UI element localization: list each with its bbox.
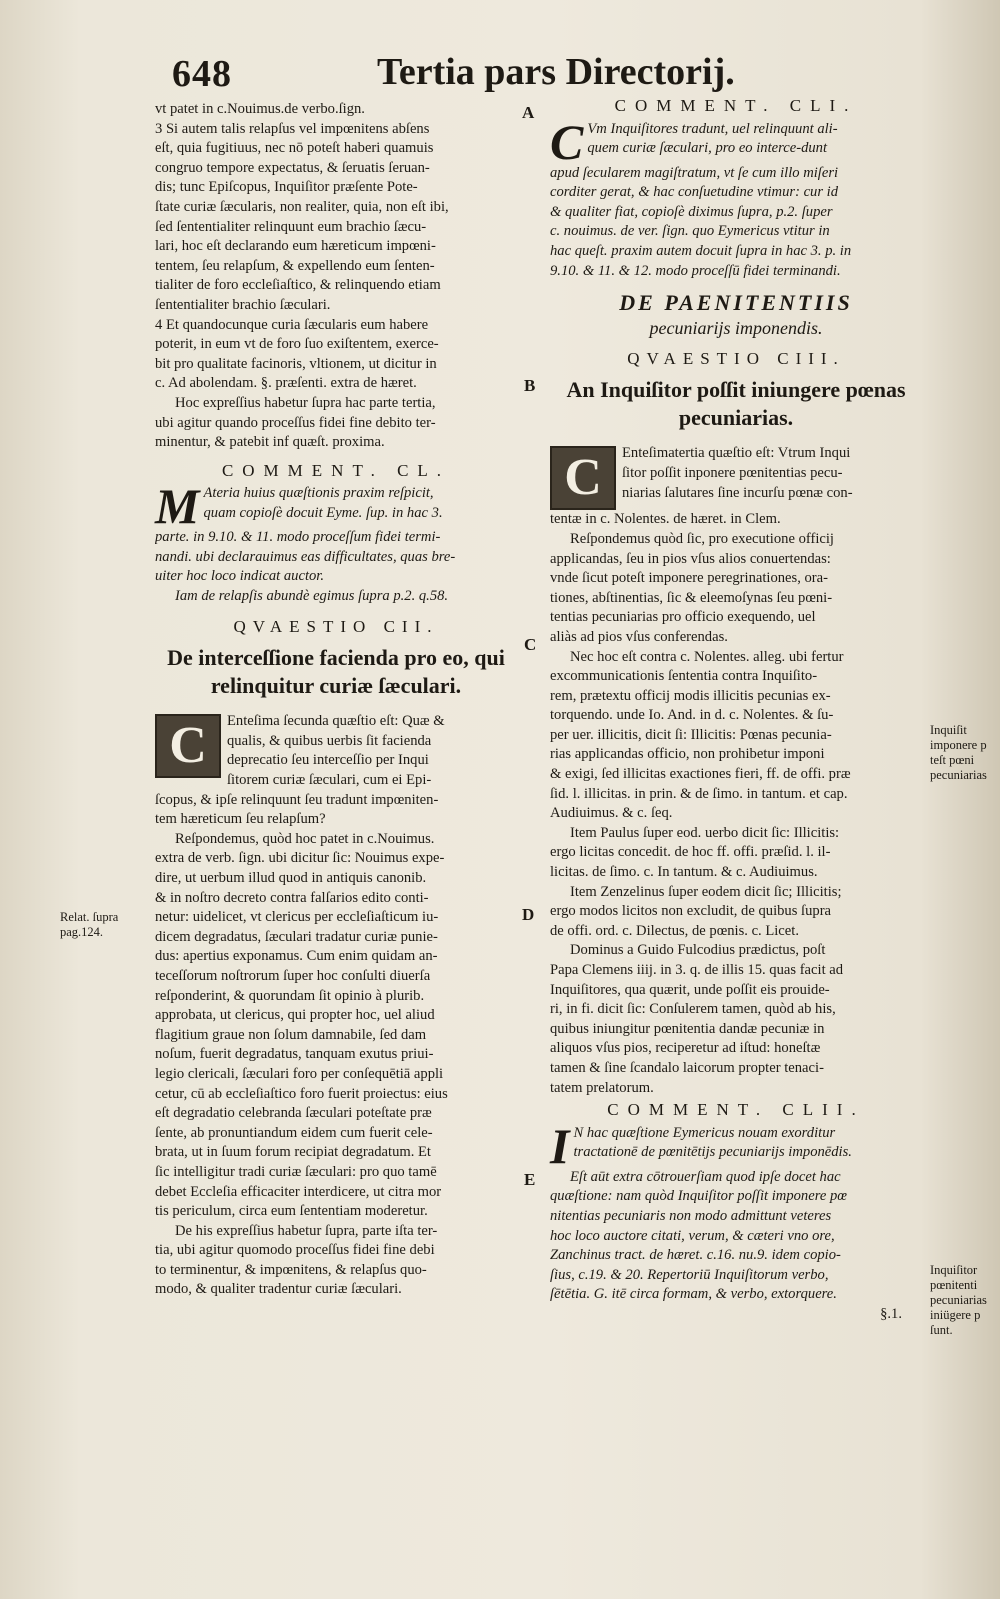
text-line: ſētētia. G. itē circa formam, & verbo, extorquere. bbox=[550, 1286, 837, 1303]
text-line: ſtate curiæ ſæcularis, non realiter, quia, non eſt ibi, bbox=[155, 198, 449, 215]
text-line: hac queſt. praxim autem docuit ſupra in hac 3. p. in bbox=[550, 242, 852, 259]
margin-note-line: pag.124. bbox=[60, 925, 104, 939]
text-line: Enteſima ſecunda quæſtio eſt: Quæ & bbox=[227, 713, 445, 730]
comment-clii-body bbox=[550, 1117, 922, 1305]
text-line: poterit, in eum vt de foro ſuo exiſtentem, exerce- bbox=[155, 336, 439, 353]
quaestio-102-heading: QVAESTIO CII. bbox=[233, 616, 439, 636]
initial-letter: M bbox=[155, 478, 200, 535]
text-line: dis; tunc Epiſcopus, Inquiſitor præſente Pote- bbox=[155, 179, 418, 196]
section-title: DE PAENITENTIIS bbox=[619, 290, 853, 316]
margin-note-line: teſt pœni bbox=[930, 753, 975, 767]
text-line: 4 Et quandocunque curia ſæcularis eum habere bbox=[155, 316, 429, 333]
text-line: tialiter de foro eccleſiaſtico, & relinquendo etiam bbox=[155, 277, 441, 294]
text-line: tem hæreticum ſeu relapſum? bbox=[155, 811, 326, 828]
text-line: rias applicandas officio, non prohibetur imponi bbox=[550, 746, 825, 763]
text-line: 9.10. & 11. & 12. modo proceſſū fidei terminandi. bbox=[550, 262, 841, 279]
quaestio-103-intro bbox=[550, 444, 922, 530]
text-line: Hoc expreſſius habetur ſupra hac parte tertia, bbox=[175, 394, 436, 411]
text-line: tentæ in c. Nolentes. de hæret. in Clem. bbox=[550, 511, 781, 528]
text-line: & exigi, ſed illicitas exactiones fieri, ff. de offi. præ bbox=[550, 766, 851, 783]
quaestio-103-nolentes bbox=[550, 648, 922, 824]
text-line: vnde ſicut poteſt imponere peregrinationes, ora- bbox=[550, 570, 828, 587]
page-number: 648 bbox=[172, 53, 232, 95]
text-line: & qualiter fiat, copioſè diximus ſupra, p.2. ſuper bbox=[550, 203, 833, 220]
text-line: brata, ut in ſuum forum recipiat degradatum. Et bbox=[155, 1144, 431, 1161]
text-line: quam copioſè docuit Eyme. ſup. in hac 3. bbox=[203, 504, 443, 521]
ornamental-initial: C bbox=[550, 446, 616, 510]
comment-clii-heading: COMMENT. CLII. bbox=[607, 1100, 865, 1120]
text-line: dicem degradatus, ſæculari tradatur curiæ punie- bbox=[155, 928, 438, 945]
text-line: rem, prætextu officij modis illicitis pecunias ex- bbox=[550, 687, 831, 704]
quaestio-102-conclusion bbox=[155, 1222, 517, 1300]
text-line: ſententialiter brachio ſæculari. bbox=[155, 296, 331, 313]
text-line: cetur, cū ab eccleſiaſtico foro fuerit proiectus: eius bbox=[155, 1085, 448, 1102]
margin-note-inquisitor-1 bbox=[930, 723, 1000, 783]
text-line: Reſpondemus quòd ſic, pro executione officij bbox=[570, 530, 834, 547]
catchword: §.1. bbox=[880, 1305, 902, 1322]
text-line: Papa Clemens iiij. in 3. q. de illis 15. quas facit ad bbox=[550, 962, 844, 978]
text-line: tentem, ſeu relapſum, & expellendo eum ſenten- bbox=[155, 257, 435, 274]
text-line: Enteſimatertia quæſtio eſt: Vtrum Inqui bbox=[622, 445, 851, 462]
text-line: minentur, & patebit inf quæſt. proxima. bbox=[155, 434, 385, 451]
text-line: corditer gerat, & hac conſuetudine vtimur: cur id bbox=[550, 184, 839, 201]
text-line: Ateria huius quæſtionis praxim reſpicit, bbox=[203, 485, 434, 502]
left-column bbox=[155, 100, 517, 1300]
text-line: ſed ſententialiter relinquunt eum brachio ſæcu- bbox=[155, 218, 427, 235]
text-line: Audiuimus. & c. ſeq. bbox=[550, 805, 673, 822]
margin-note-line: pœnitenti bbox=[930, 1278, 978, 1292]
side-letter-d: D bbox=[522, 905, 535, 924]
text-line: Zanchinus tract. de hæret. c.16. nu.9. idem copio- bbox=[550, 1247, 841, 1264]
text-line: de offi. ord. c. Dilectus, de pœnis. c. Licet. bbox=[550, 922, 799, 939]
quaestio-103-guido bbox=[550, 941, 922, 1098]
text-line: Item Paulus ſuper eod. uerbo dicit ſic: Illicitis: bbox=[570, 824, 840, 841]
text-line: tractationē de pœnitētijs pecuniarijs imponēdis. bbox=[573, 1144, 852, 1161]
text-line: legio clericali, ſæculari foro per conſequētiā appli bbox=[155, 1065, 444, 1082]
side-letter-b: B bbox=[524, 376, 536, 395]
text-line: aliàs ad pios vſus conferendas. bbox=[550, 628, 728, 645]
text-line: teceſſorum noſtrorum ſuper hoc conſulti diuerſa bbox=[155, 967, 431, 984]
text-line: Dominus a Guido Fulcodius prædictus, poſt bbox=[570, 942, 826, 959]
margin-note-line: pecuniarias bbox=[930, 768, 987, 782]
text-line: Reſpondemus, quòd hoc patet in c.Nouimus. bbox=[175, 830, 435, 847]
text-line: Iam de relapſis abundè egimus ſupra p.2. q.58. bbox=[175, 588, 449, 605]
side-letter-e: E bbox=[524, 1170, 536, 1189]
text-line: tia, ubi agitur quomodo proceſſus fidei fine debi bbox=[155, 1242, 435, 1259]
text-line: ubi agitur quando proceſſus fidei fine debito ter- bbox=[155, 414, 436, 431]
text-line: parte. in 9.10. & 11. modo proceſſum fidei termi- bbox=[155, 529, 441, 546]
comment-cl-body bbox=[155, 478, 517, 606]
text-line: dus: apertius exponamus. Cum enim quidam an- bbox=[155, 948, 438, 965]
text-line: congruo tempore expectatus, & ſeruatis ſeruan- bbox=[155, 159, 430, 176]
text-line: qualis, & quibus uerbis ſit facienda bbox=[227, 732, 432, 749]
margin-note-inquisitor-2 bbox=[930, 1263, 1000, 1338]
text-line: ſius, c.19. & 20. Repertoriū Inquiſitorum verbo, bbox=[550, 1266, 829, 1283]
text-line: c. nouimus. de ver. ſign. quo Eymericus vtitur in bbox=[550, 223, 830, 240]
text-line: c. Ad abolendam. §. præſenti. extra de hæret. bbox=[155, 375, 417, 392]
text-line: Vm Inquiſitores tradunt, uel relinquunt ali- bbox=[587, 120, 838, 137]
text-line: & in noſtro decreto contra falſarios edito conti- bbox=[155, 889, 429, 906]
text-line: 3 Si autem talis relapſus vel impœnitens abſens bbox=[155, 120, 430, 137]
text-line: noſum, fuerit degradatus, tanquam exutus priui- bbox=[155, 1046, 434, 1063]
text-line: lari, hoc eſt declarando eum hæreticum impœni- bbox=[155, 238, 436, 255]
text-line: N hac quæſtione Eymericus nouam exorditur bbox=[573, 1124, 836, 1141]
paragraph-3 bbox=[155, 100, 517, 316]
text-line: ſic intelligitur tradi curiæ ſæculari: pro quo tamē bbox=[155, 1163, 437, 1180]
quaestio-103-response bbox=[550, 530, 922, 648]
text-line: debet Eccleſia efficaciter interdicere, ut citra mor bbox=[155, 1183, 442, 1200]
text-line: aliquos vſus pios, reciperetur ad iſtud: honeſtæ bbox=[550, 1040, 821, 1057]
quaestio-103-heading: QVAESTIO CIII. bbox=[627, 348, 845, 368]
text-line: per uer. illicitis, dicit ſi: Illicitis: Pœnas pecunia- bbox=[550, 726, 832, 743]
text-line: licitas. de ſimo. c. In tantum. & c. Audiuimus. bbox=[550, 864, 818, 881]
text-line: nandi. ubi declarauimus eas difficultates, quas bre- bbox=[155, 548, 456, 565]
ornamental-initial: C bbox=[155, 714, 221, 778]
running-title: Tertia pars Directorij. bbox=[377, 51, 735, 93]
page-header bbox=[172, 50, 812, 102]
initial-letter: C bbox=[550, 113, 584, 170]
comment-cl-heading: COMMENT. CL. bbox=[221, 460, 451, 480]
text-line: ri, in fi. dicit ſic: Conſulerem tamen, quòd ab his, bbox=[550, 1001, 836, 1018]
side-letter-c: C bbox=[524, 635, 537, 654]
margin-note-line: iniügere p bbox=[930, 1308, 981, 1322]
text-line: deprecatio ſeu interceſſio per Inqui bbox=[227, 752, 429, 769]
text-line: ſitor poſſit inponere pœnitentias pecu- bbox=[622, 464, 843, 481]
text-line: Item Zenzelinus ſuper eodem dicit ſic; Illicitis; bbox=[570, 883, 842, 900]
quaestio-102-response bbox=[155, 830, 517, 1222]
text-line: ergo licitas concedit. de hoc ff. offi. præſid. l. il- bbox=[550, 844, 831, 861]
quaestio-103-title: An Inquiſitor poſſit iniungere pœnas pecuniarias. bbox=[566, 377, 906, 431]
text-line: Nec hoc eſt contra c. Nolentes. alleg. ubi fertur bbox=[570, 648, 844, 665]
text-line: vt patet in c.Nouimus.de verbo.ſign. bbox=[155, 101, 365, 117]
text-line: Eſt aūt extra cōtrouerſiam quod ipſe docet hac bbox=[570, 1168, 841, 1185]
margin-note-line: ſunt. bbox=[930, 1323, 953, 1337]
text-line: reſponderint, & quorundam ſit opinio à plurib. bbox=[155, 987, 425, 1004]
text-line: ſitorem curiæ ſæculari, cum ei Epi- bbox=[227, 772, 432, 789]
text-line: bit pro qualitate facinoris, vltionem, ut dicitur in bbox=[155, 355, 437, 372]
text-line: ergo modos licitos non excludit, de quibus ſupra bbox=[550, 903, 832, 920]
text-line: niarias ſalutares ſine incurſu pœnæ con- bbox=[622, 484, 853, 501]
paragraph-4 bbox=[155, 316, 517, 453]
section-subtitle: pecuniarijs imponendis. bbox=[649, 318, 823, 339]
text-line: tatem prelatorum. bbox=[550, 1079, 654, 1096]
margin-note-line: Relat. ſupra bbox=[60, 910, 119, 924]
text-line: tentias pecuniarias pro officio exequendo, uel bbox=[550, 609, 816, 626]
text-line: apud ſecularem magiſtratum, vt ſe cum illo miſeri bbox=[550, 164, 839, 181]
text-line: eſt degradatio celebranda ſæculari poteſtate præ bbox=[155, 1105, 432, 1122]
text-line: modo, & qualiter tradentur curiæ ſæculari. bbox=[155, 1281, 402, 1298]
text-line: hoc loco auctore citati, verum, & cæteri vno ore, bbox=[550, 1227, 835, 1244]
margin-note-line: pecuniarias bbox=[930, 1293, 987, 1307]
text-line: approbata, ut clericus, qui propter hoc, uel aliud bbox=[155, 1007, 435, 1024]
text-line: flagitium graue non ſolum damnabile, ſed dam bbox=[155, 1026, 427, 1043]
text-line: applicandas, ſeu in pios vſus alios conuertendas: bbox=[550, 550, 831, 567]
text-line: eſt, quia fugitiuus, nec nō poteſt haberi quamuis bbox=[155, 140, 434, 157]
text-line: nitentias pecuniaris non modo admittunt veteres bbox=[550, 1207, 832, 1224]
margin-note-relat bbox=[60, 910, 118, 940]
margin-note-line: Inquiſitor bbox=[930, 1263, 978, 1277]
text-line: extra de verb. ſign. ubi dicitur ſic: Nouimus expe- bbox=[155, 850, 445, 867]
text-line: excommunicationis ſententia contra Inquiſito- bbox=[550, 668, 818, 685]
text-line: tamen & ſine ſcandalo laicorum propter tenaci- bbox=[550, 1059, 824, 1076]
text-line: De his expreſſius habetur ſupra, parte iſta ter- bbox=[175, 1222, 438, 1239]
margin-note-line: imponere p bbox=[930, 738, 987, 752]
text-line: tiones, abſtinentias, ſic & eleemoſynas ſeu pœni- bbox=[550, 589, 833, 606]
quaestio-103-paulus bbox=[550, 824, 922, 942]
text-line: Inquiſitores, qua quærit, unde poſſit eis prouide- bbox=[550, 981, 830, 998]
text-line: dire, ut uerbum illud quod in antiquis canonib. bbox=[155, 870, 427, 886]
comment-cli-heading: COMMENT. CLI. bbox=[614, 96, 858, 115]
text-line: netur: uidelicet, vt clericus per eccleſiaſticum iu- bbox=[155, 909, 439, 926]
text-line: torquendo. unde Io. And. in d. c. Nolentes. & ſu- bbox=[550, 707, 834, 724]
text-line: quibus iniungitur pœnitentia dandæ pecuniæ in bbox=[550, 1020, 825, 1037]
text-line: quæſtione: nam quòd Inquiſitor poſſit imponere pœ bbox=[550, 1188, 847, 1205]
text-line: to terminentur, & impœnitens, & relapſus quo- bbox=[155, 1261, 427, 1278]
comment-cli-body bbox=[550, 113, 922, 282]
text-line: quem curiæ ſæculari, pro eo interce-dunt bbox=[587, 140, 828, 157]
text-line: ſid. l. illicitas. in prin. & de ſimo. in tantum. et cap. bbox=[550, 785, 848, 802]
text-line: ſcopus, & ipſe relinquunt ſeu tradunt impœniten- bbox=[155, 791, 439, 808]
text-line: ſente, ab pronuntiandum eidem cum fuerit cele- bbox=[155, 1124, 433, 1141]
text-line: uiter hoc loco indicat auctor. bbox=[155, 568, 325, 585]
quaestio-102-title: De interceſſione facienda pro eo, qui relinquitur curiæ ſæculari. bbox=[167, 645, 505, 699]
text-line: tis periculum, circa eum ſententiam moderetur. bbox=[155, 1203, 428, 1220]
side-letter-a: A bbox=[522, 103, 535, 122]
initial-letter: I bbox=[550, 1117, 570, 1174]
quaestio-102-intro bbox=[155, 712, 517, 830]
right-column bbox=[550, 96, 922, 1325]
margin-note-line: Inquiſit bbox=[930, 723, 967, 737]
